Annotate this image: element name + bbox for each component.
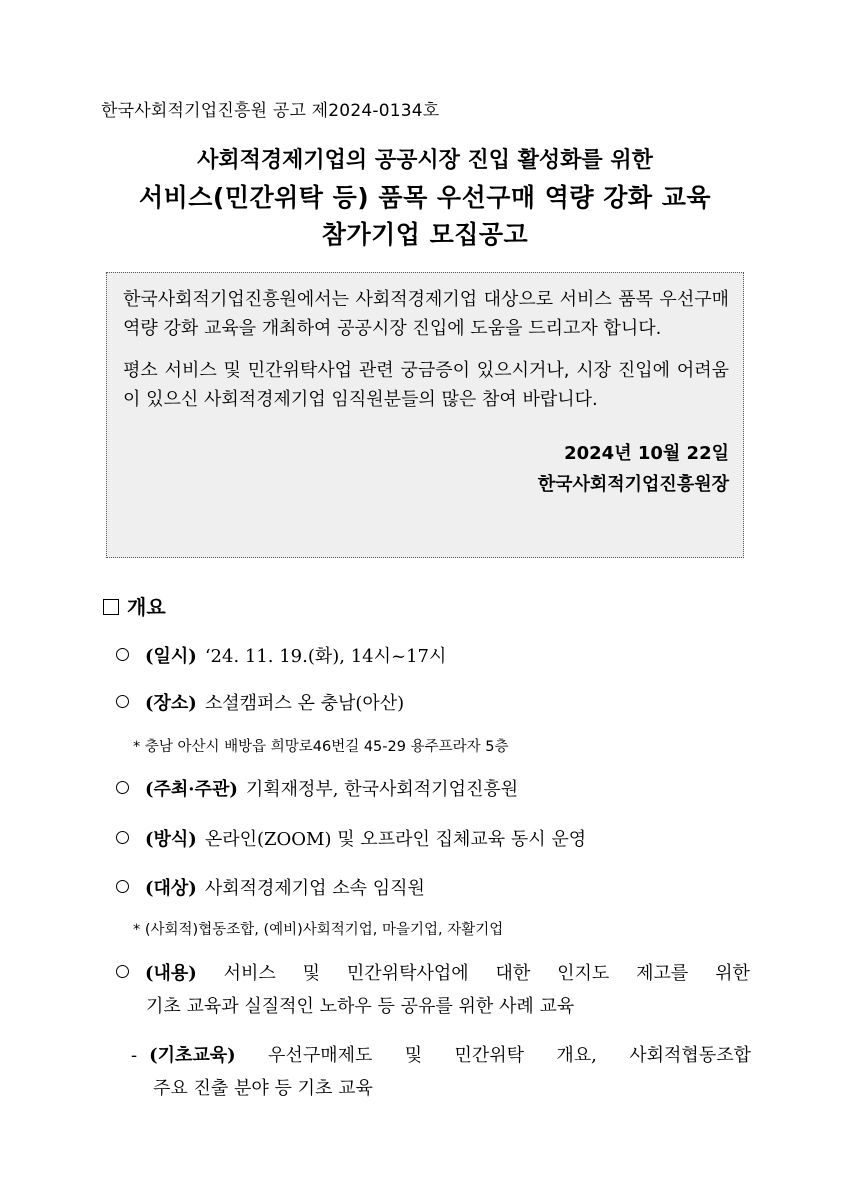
list-item-method [116, 824, 586, 855]
circle-bullet-icon [116, 648, 129, 661]
section-heading-text: 개요 [127, 595, 166, 619]
target-eligibility-note: * (사회적)협동조합, (예비)사회적기업, 마을기업, 자활기업 [133, 922, 504, 938]
item-label: (내용) [145, 963, 197, 984]
list-item-content [116, 957, 750, 1023]
basic-line-1 [131, 1039, 751, 1072]
content-line-2: 기초 교육과 실질적인 노하우 등 공유를 위한 사례 교육 [146, 996, 575, 1017]
title-line-3: 참가기업 모집공고 [321, 220, 529, 249]
circle-bullet-icon [116, 880, 129, 893]
circle-bullet-icon [116, 965, 129, 978]
checkbox-square-icon [103, 599, 119, 615]
basic-word: 개요, [556, 1045, 597, 1066]
basic-word: 사회적협동조합 [629, 1045, 751, 1066]
section-heading [103, 591, 166, 620]
content-word: 대한 [495, 963, 531, 984]
item-label: (일시) [145, 646, 197, 667]
place-address-note: * 충남 아산시 배방읍 희망로46번길 45-29 용주프라자 5층 [133, 739, 509, 755]
content-word: 제고를 [636, 963, 689, 984]
basic-word: 우선구매제도 [268, 1045, 373, 1066]
dash-bullet: - [131, 1045, 138, 1066]
content-word: 민간위탁사업에 [346, 963, 469, 984]
list-item-date [116, 641, 446, 672]
item-value: 온라인(ZOOM) 및 오프라인 집체교육 동시 운영 [204, 829, 587, 850]
content-word: 위한 [715, 963, 750, 984]
item-label: (주최·주관) [145, 779, 238, 800]
circle-bullet-icon [116, 831, 129, 844]
notice-box [106, 272, 744, 558]
notice-date: 2024년 10월 22일 [564, 443, 729, 464]
signature-block [123, 438, 729, 500]
item-label: (방식) [145, 829, 197, 850]
item-value: 사회적경제기업 소속 임직원 [204, 878, 425, 899]
title-line-2: 서비스(민간위탁 등) 품목 우선구매 역량 강화 교육 [138, 183, 712, 212]
item-value: ‘24. 11. 19.(화), 14시~17시 [204, 646, 447, 667]
basic-word: 및 [404, 1045, 423, 1066]
basic-line-2: 주요 진출 분야 등 기초 교육 [153, 1078, 373, 1099]
list-item-organizer [116, 774, 518, 805]
subitem-label: (기초교육) [149, 1045, 236, 1066]
title-block [0, 143, 850, 253]
item-value: 소셜캠퍼스 온 충남(아산) [204, 693, 405, 714]
title-line-1: 사회적경제기업의 공공시장 진입 활성화를 위한 [197, 148, 653, 173]
basic-word: 민간위탁 [454, 1045, 525, 1066]
content-word: 및 [302, 963, 321, 984]
document-number: 한국사회적기업진흥원 공고 제2024-0134호 [101, 101, 440, 121]
notice-paragraph-1: 한국사회적기업진흥원에서는 사회적경제기업 대상으로 서비스 품목 우선구매 역량 강화 교육을 개최하여 공공시장 진입에 도움을 드리고자 합니다. [123, 289, 729, 339]
list-subitem-basic-education [131, 1039, 751, 1105]
list-item-place [116, 688, 404, 719]
item-value: 기획재정부, 한국사회적기업진흥원 [245, 779, 519, 800]
notice-paragraph-2: 평소 서비스 및 민간위탁사업 관련 궁금증이 있으시거나, 시장 진입에 어려움이 있으신 사회적경제기업 임직원분들의 많은 참여 바랍니다. [123, 360, 729, 410]
item-label: (장소) [145, 693, 197, 714]
circle-bullet-icon [116, 695, 129, 708]
content-word: 인지도 [557, 963, 610, 984]
list-item-target [116, 873, 425, 904]
notice-issuer: 한국사회적기업진흥원장 [537, 474, 729, 495]
item-label: (대상) [145, 878, 197, 899]
content-word: 서비스 [223, 963, 276, 984]
circle-bullet-icon [116, 781, 129, 794]
content-line-1 [116, 957, 750, 990]
